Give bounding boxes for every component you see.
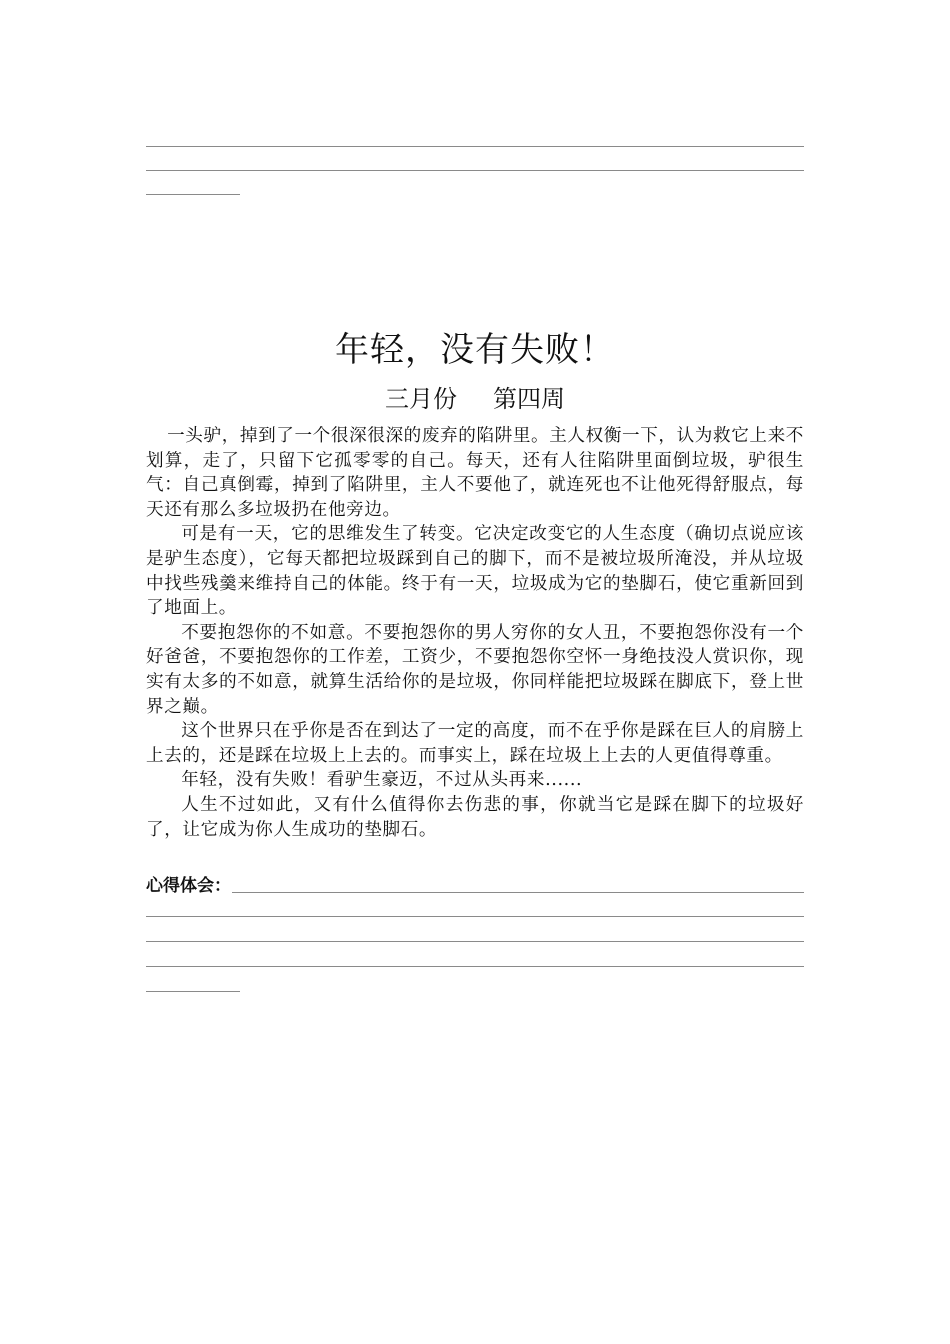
writing-line	[146, 170, 804, 171]
paragraph: 人生不过如此，又有什么值得你去伤悲的事，你就当它是踩在脚下的垃圾好了，让它成为你人生成功的垫脚石。	[146, 794, 804, 840]
page-subtitle	[0, 382, 950, 416]
paragraph: 可是有一天，它的思维发生了转变。它决定改变它的人生态度（确切点说应该是驴生态度），它每天都把垃圾踩到自己的脚下，而不是被垃圾所淹没，并从垃圾中找些残羹来维持自己的体能。终于有一天，垃圾成为它的垫脚石，使它重新回到了地面上。	[146, 524, 804, 619]
paragraph: 一头驴，掉到了一个很深很深的废弃的陷阱里。主人权衡一下，认为救它上来不划算，走了，只留下它孤零零的自己。每天，还有人往陷阱里面倒垃圾，驴很生气：自己真倒霉，掉到了陷阱里，主人不要他了，就连死也不让他死得舒服点，每天还有那么多垃圾扔在他旁边。	[146, 426, 804, 520]
writing-line-short	[146, 194, 240, 195]
subtitle-week: 第四周	[493, 385, 565, 413]
paragraph: 年轻，没有失败！看驴生豪迈，不过从头再来......	[181, 770, 583, 791]
reflection-line	[146, 916, 804, 917]
reflection-line-short	[146, 991, 240, 992]
reflection-label: 心得体会：	[146, 876, 231, 896]
reflection-line	[146, 966, 804, 967]
article-body	[146, 424, 804, 842]
paragraph: 这个世界只在乎你是否在到达了一定的高度，而不在乎你是踩在巨人的肩膀上上去的，还是踩在垃圾上上去的。而事实上，踩在垃圾上上去的人更值得尊重。	[146, 721, 804, 766]
page-title: 年轻，没有失败！	[335, 330, 615, 370]
writing-line	[146, 146, 804, 147]
paragraph: 不要抱怨你的不如意。不要抱怨你的男人穷你的女人丑，不要抱怨你没有一个好爸爸，不要抱怨你的工作差，工资少，不要抱怨你空怀一身绝技没人赏识你，现实有太多的不如意，就算生活给你的是垃圾，你同样能把垃圾踩在脚底下，登上世界之巅。	[146, 622, 804, 717]
reflection-line-first	[232, 892, 804, 893]
subtitle-month: 三月份	[385, 385, 457, 413]
reflection-line	[146, 941, 804, 942]
